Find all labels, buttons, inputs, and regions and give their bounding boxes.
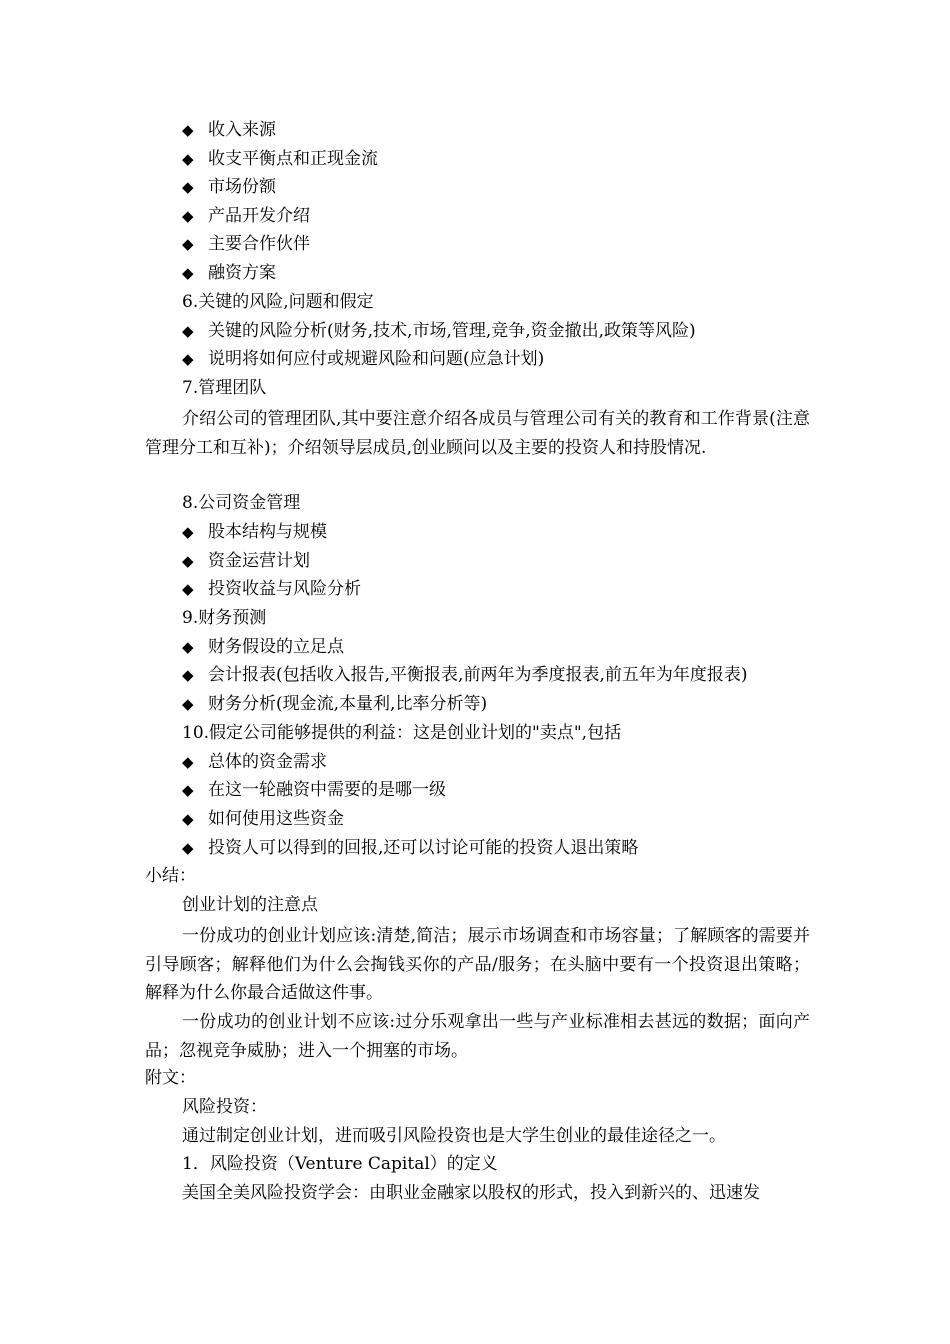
bullet-item bbox=[182, 807, 344, 831]
bullet-text: 市场份额 bbox=[208, 177, 276, 197]
bullet-text: 投资收益与风险分析 bbox=[208, 579, 361, 599]
diamond-bullet-icon: ◆ bbox=[182, 121, 194, 139]
bullet-item bbox=[182, 204, 310, 228]
diamond-bullet-icon: ◆ bbox=[182, 264, 194, 282]
text-line: 美国全美风险投资学会：由职业金融家以股权的形式，投入到新兴的、迅速发 bbox=[182, 1183, 760, 1203]
diamond-bullet-icon: ◆ bbox=[182, 580, 194, 598]
diamond-bullet-icon: ◆ bbox=[182, 695, 194, 713]
bullet-item bbox=[182, 663, 747, 687]
section-heading: 8.公司资金管理 bbox=[182, 493, 301, 513]
bullet-item bbox=[182, 635, 344, 659]
bullet-text: 主要合作伙伴 bbox=[208, 234, 310, 254]
bullet-text: 资金运营计划 bbox=[208, 551, 310, 571]
diamond-bullet-icon: ◆ bbox=[182, 150, 194, 168]
bullet-item bbox=[182, 549, 310, 573]
bullet-item bbox=[182, 147, 378, 171]
bullet-text: 财务分析(现金流,本量利,比率分析等) bbox=[208, 694, 488, 714]
bullet-text: 收入来源 bbox=[208, 120, 276, 140]
paragraph: 介绍公司的管理团队,其中要注意介绍各成员与管理公司有关的教育和工作背景(注意管理分工和互补)；介绍领导层成员,创业顾问以及主要的投资人和持股情况. bbox=[145, 409, 810, 458]
bullet-text: 总体的资金需求 bbox=[208, 752, 327, 772]
section-heading: 7.管理团队 bbox=[182, 378, 267, 398]
bullet-text: 财务假设的立足点 bbox=[208, 637, 344, 657]
diamond-bullet-icon: ◆ bbox=[182, 350, 194, 368]
diamond-bullet-icon: ◆ bbox=[182, 552, 194, 570]
section-label: 附文： bbox=[145, 1068, 196, 1088]
bullet-item bbox=[182, 118, 276, 142]
section-heading: 6.关键的风险,问题和假定 bbox=[182, 292, 374, 312]
diamond-bullet-icon: ◆ bbox=[182, 781, 194, 799]
bullet-item bbox=[182, 261, 276, 285]
paragraph: 一份成功的创业计划应该:清楚,简洁；展示市场调查和市场容量；了解顾客的需要并引导顾客；解释他们为什么会掏钱买你的产品/服务；在头脑中要有一个投资退出策略；解释为什么你最合适做这件事。 bbox=[145, 926, 810, 1004]
bullet-item bbox=[182, 577, 361, 601]
diamond-bullet-icon: ◆ bbox=[182, 178, 194, 196]
bullet-text: 说明将如何应付或规避风险和问题(应急计划) bbox=[208, 349, 545, 369]
bullet-item bbox=[182, 232, 310, 256]
diamond-bullet-icon: ◆ bbox=[182, 207, 194, 225]
bullet-text: 关键的风险分析(财务,技术,市场,管理,竞争,资金撤出,政策等风险) bbox=[208, 321, 696, 341]
bullet-text: 会计报表(包括收入报告,平衡报表,前两年为季度报表,前五年为年度报表) bbox=[208, 665, 748, 685]
bullet-item bbox=[182, 692, 487, 716]
bullet-item bbox=[182, 319, 696, 343]
diamond-bullet-icon: ◆ bbox=[182, 810, 194, 828]
section-heading: 10.假定公司能够提供的利益：这是创业计划的"卖点",包括 bbox=[182, 723, 622, 743]
bullet-text: 如何使用这些资金 bbox=[208, 809, 344, 829]
bullet-text: 融资方案 bbox=[208, 263, 276, 283]
diamond-bullet-icon: ◆ bbox=[182, 839, 194, 857]
paragraph: 一份成功的创业计划不应该:过分乐观拿出一些与产业标准相去甚远的数据；面向产品；忽视竞争威胁；进入一个拥塞的市场。 bbox=[145, 1012, 810, 1061]
section-heading: 1．风险投资（Venture Capital）的定义 bbox=[182, 1154, 498, 1174]
bullet-item bbox=[182, 836, 638, 860]
diamond-bullet-icon: ◆ bbox=[182, 638, 194, 656]
section-heading: 风险投资： bbox=[182, 1097, 267, 1117]
text-line: 通过制定创业计划，进而吸引风险投资也是大学生创业的最佳途径之一。 bbox=[182, 1126, 726, 1146]
diamond-bullet-icon: ◆ bbox=[182, 666, 194, 684]
section-label: 小结： bbox=[145, 866, 196, 886]
section-heading: 9.财务预测 bbox=[182, 608, 267, 628]
diamond-bullet-icon: ◆ bbox=[182, 753, 194, 771]
bullet-text: 投资人可以得到的回报,还可以讨论可能的投资人退出策略 bbox=[208, 838, 639, 858]
diamond-bullet-icon: ◆ bbox=[182, 322, 194, 340]
bullet-text: 在这一轮融资中需要的是哪一级 bbox=[208, 780, 446, 800]
diamond-bullet-icon: ◆ bbox=[182, 523, 194, 541]
bullet-item bbox=[182, 750, 327, 774]
bullet-text: 收支平衡点和正现金流 bbox=[208, 149, 378, 169]
bullet-item bbox=[182, 175, 276, 199]
bullet-text: 股本结构与规模 bbox=[208, 522, 327, 542]
section-heading: 创业计划的注意点 bbox=[182, 895, 318, 915]
bullet-item bbox=[182, 520, 327, 544]
bullet-text: 产品开发介绍 bbox=[208, 206, 310, 226]
diamond-bullet-icon: ◆ bbox=[182, 235, 194, 253]
bullet-item bbox=[182, 347, 544, 371]
bullet-item bbox=[182, 778, 446, 802]
